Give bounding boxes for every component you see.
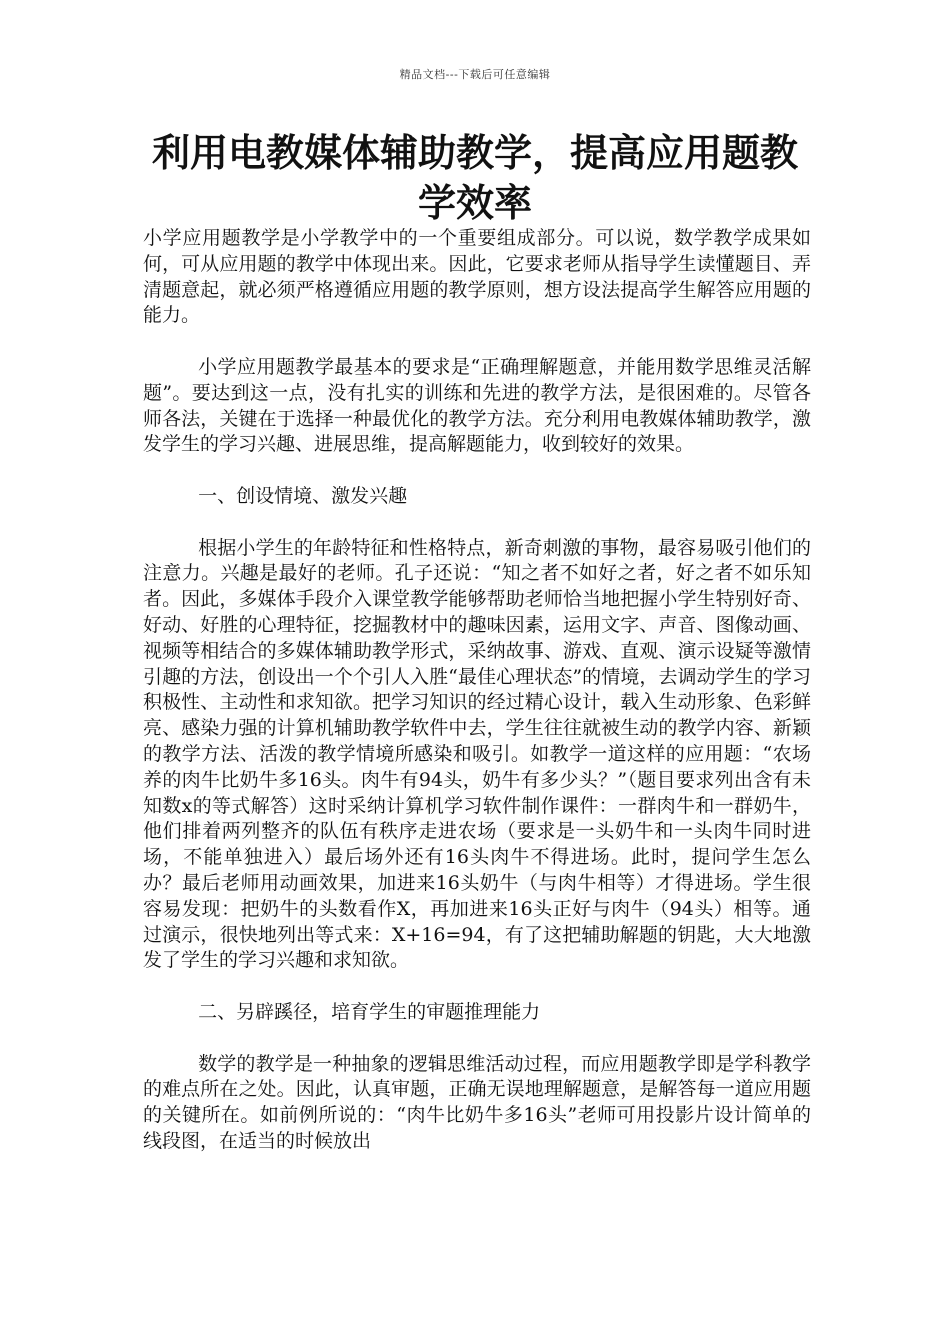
section-heading-1: 一、创设情境、激发兴趣: [198, 484, 408, 507]
paragraph-intro: 小学应用题教学是小学教学中的一个重要组成部分。可以说，数学教学成果如何，可从应用题的教学中体现出来。因此，它要求老师从指导学生读懂题目、弄清题意起，就必须严格遵循应用题的教学原则，想方设法提高学生解答应用题的能力。: [143, 227, 811, 327]
document-body: [143, 226, 811, 1155]
paragraph-section-2: 数学的教学是一种抽象的逻辑思维活动过程，而应用题教学即是学科教学的难点所在之处。因此，认真审题，正确无误地理解题意，是解答每一道应用题的关键所在。如前例所说的：“肉牛比奶牛多16头”老师可用投影片设计简单的线段图，在适当的时候放出: [143, 1052, 811, 1152]
paragraph-section-1: 根据小学生的年龄特征和性格特点，新奇刺激的事物，最容易吸引他们的注意力。兴趣是最好的老师。孔子还说：“知之者不如好之者，好之者不如乐知者。因此，多媒体手段介入课堂教学能够帮助老师恰当地把握小学生特别好奇、好动、好胜的心理特征，挖掘教材中的趣味因素，运用文字、声音、图像动画、视频等相结合的多媒体辅助教学形式，采纳故事、游戏、直观、演示设疑等激情引趣的方法，创设出一个个引人入胜“最佳心理状态”的情境，去调动学生的学习积极性、主动性和求知欲。把学习知识的经过精心设计，载入生动形象、色彩鲜亮、感染力强的计算机辅助教学软件中去，学生往往就被生动的教学内容、新颖的教学方法、活泼的教学情境所感染和吸引。如教学一道这样的应用题：“农场养的肉牛比奶牛多16头。肉牛有94头，奶牛有多少头？”（题目要求列出含有未知数x的等式解答）这时采纳计算机学习软件制作课件：一群肉牛和一群奶牛，他们排着两列整齐的队伍有秩序走进农场（要求是一头奶牛和一头肉牛同时进场，不能单独进入）最后场外还有16头肉牛不得进场。此时，提问学生怎么办？最后老师用动画效果，加进来16头奶牛（与肉牛相等）才得进场。学生很容易发现：把奶牛的头数看作X，再加进来16头正好与肉牛（94头）相等。通过演示，很快地列出等式来：X+16=94，有了这把辅助解题的钥匙，大大地激发了学生的学习兴趣和求知欲。: [143, 536, 811, 972]
document-title: 利用电教媒体辅助教学，提高应用题教学效率: [151, 130, 798, 225]
section-heading-2: 二、另辟蹊径，培育学生的审题推理能力: [198, 1000, 541, 1023]
paragraph-requirements: 小学应用题教学最基本的要求是“正确理解题意，并能用数学思维灵活解题”。要达到这一点，没有扎实的训练和先进的教学方法，是很困难的。尽管各师各法，关键在于选择一种最优化的教学方法。充分利用电教媒体辅助教学，激发学生的学习兴趣、进展思维，提高解题能力，收到较好的效果。: [143, 355, 811, 456]
page-header-note: 精品文档---下载后可任意编辑: [399, 68, 551, 81]
